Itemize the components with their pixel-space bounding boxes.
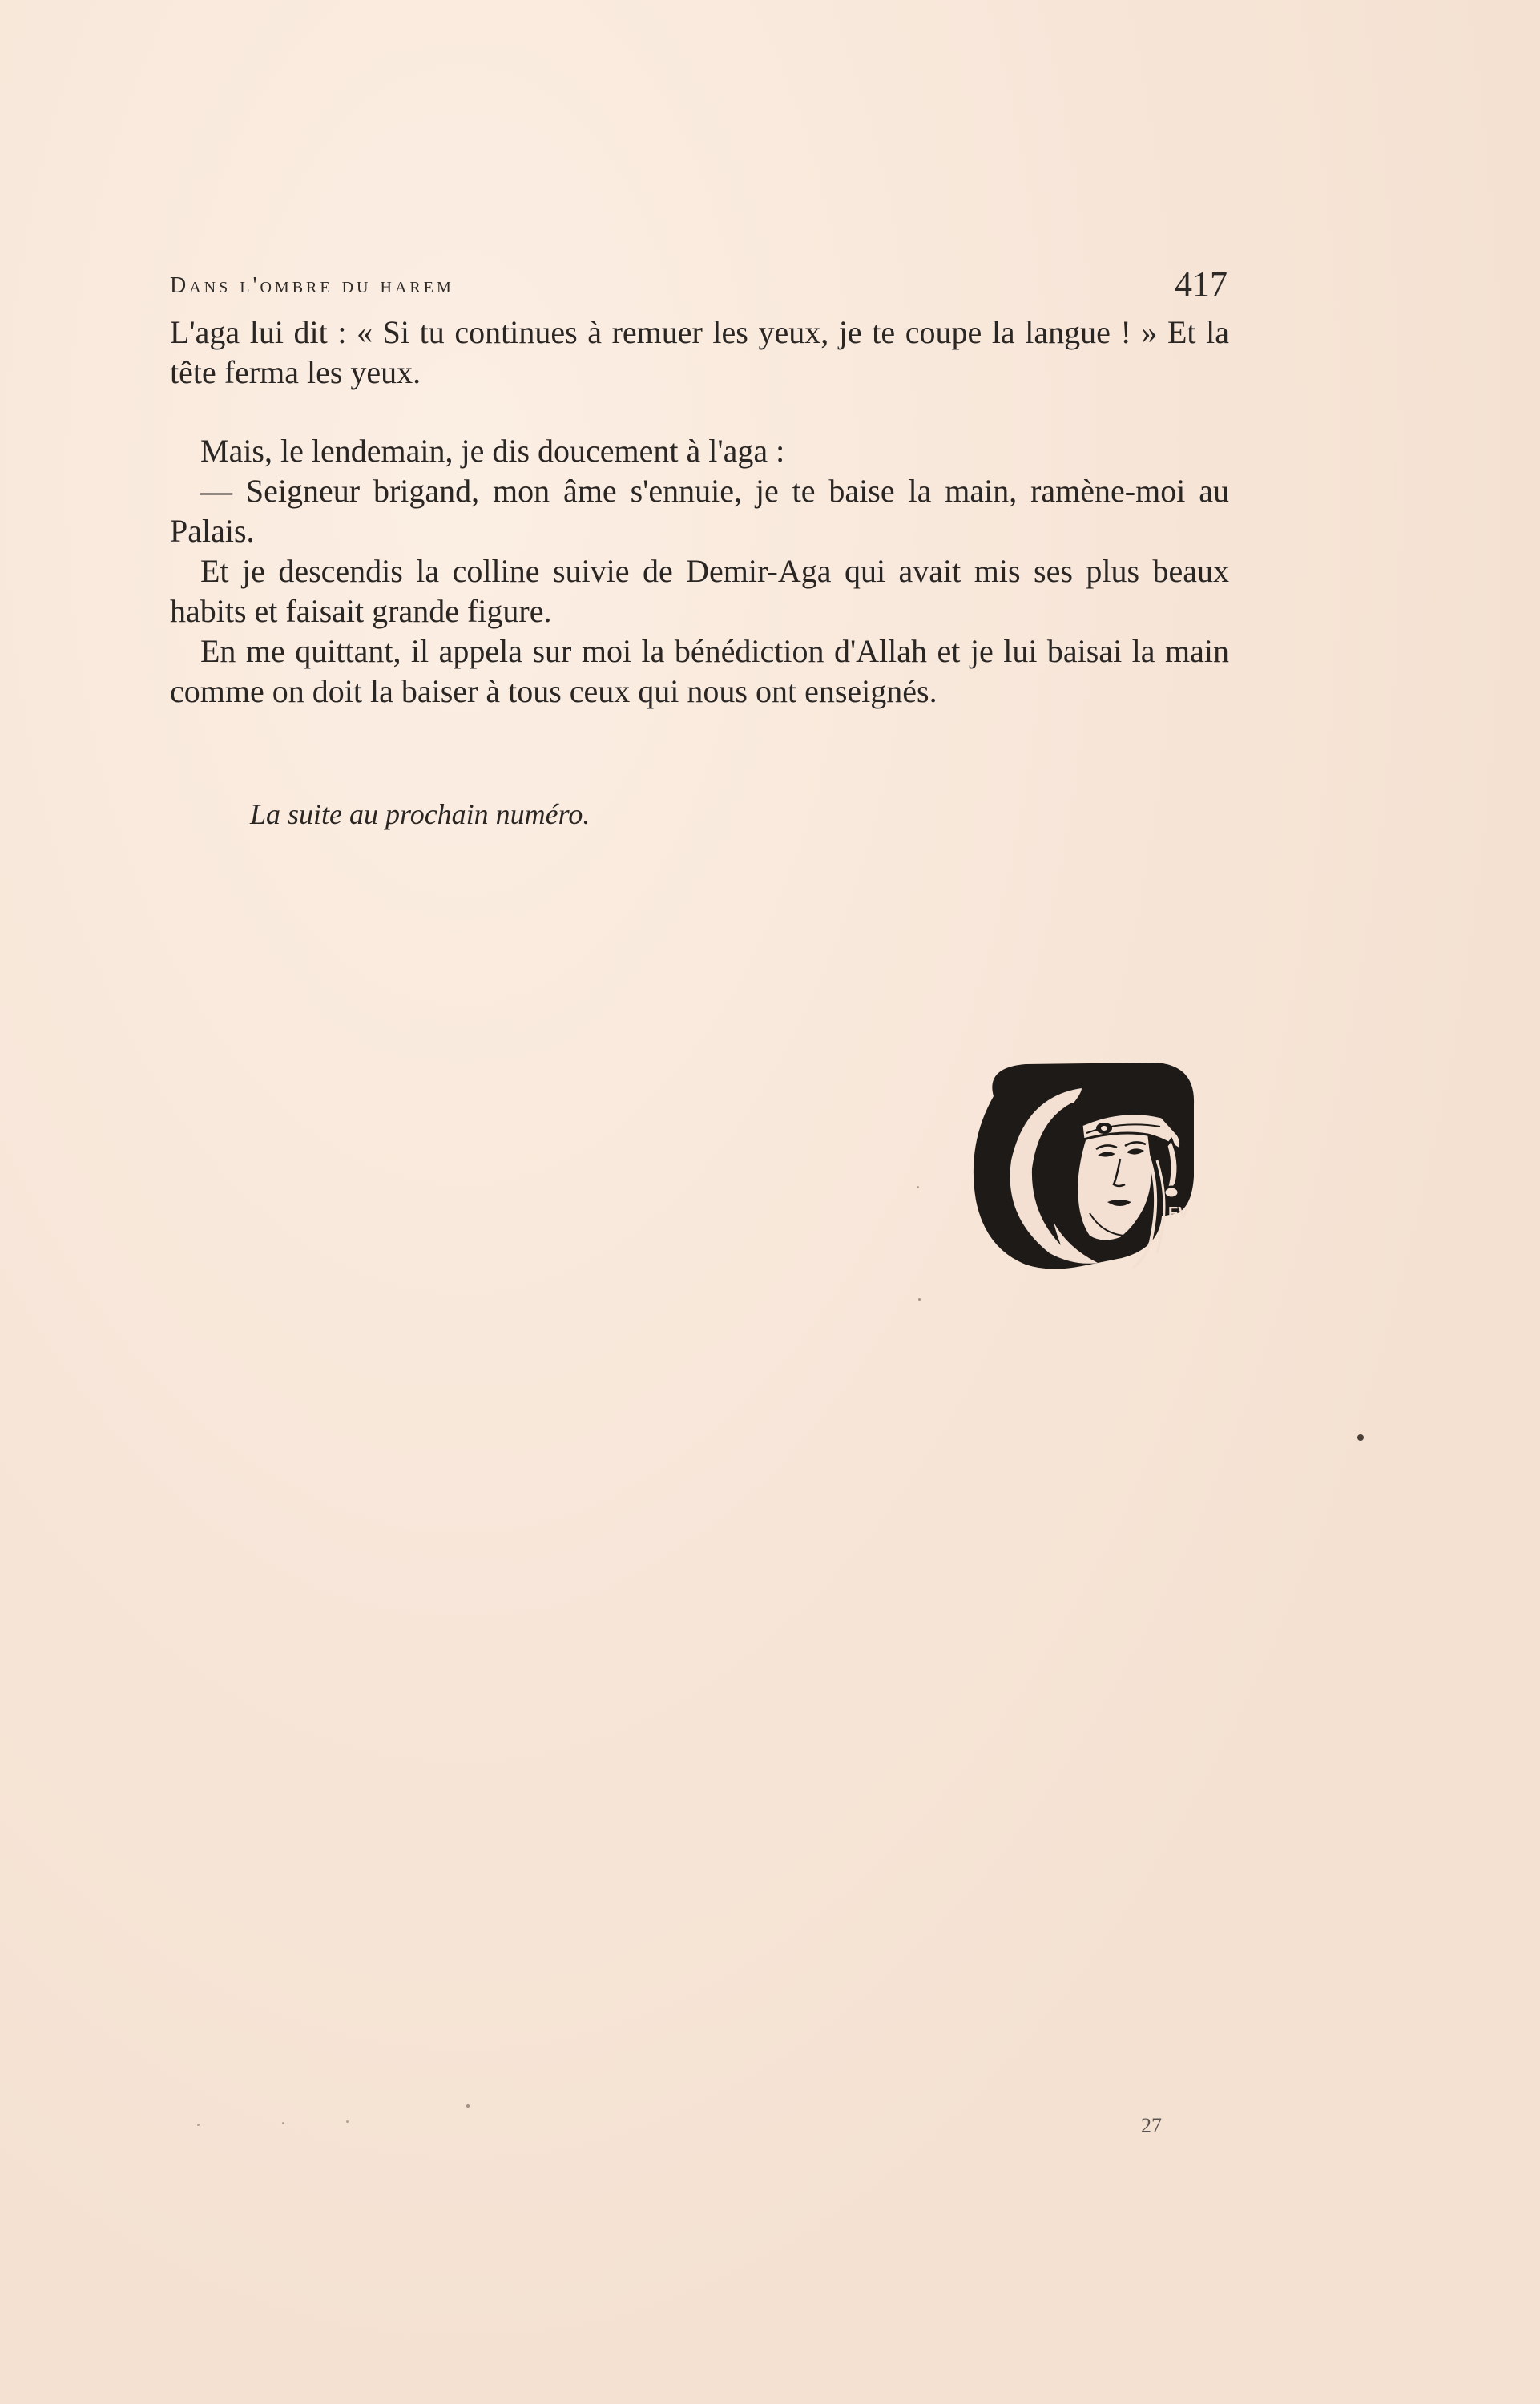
paragraph-gap (170, 393, 1229, 431)
paper-speck (282, 2122, 284, 2124)
paper-speck (918, 1298, 921, 1301)
paragraph: Mais, le lendemain, je dis doucement à l'aga : (200, 433, 785, 469)
paper-speck (1357, 1434, 1364, 1441)
running-title: Dans l'ombre du harem (170, 273, 454, 298)
folio-number: 27 (1141, 2114, 1162, 2137)
paper-speck (197, 2124, 200, 2126)
paragraph: En me quittant, il appela sur moi la bénédiction d'Allah et je lui baisai la main comme on doit la baiser à tous ceux qui nous ont enseignés. (170, 633, 1229, 709)
paragraph: — Seigneur brigand, mon âme s'ennuie, je te baise la main, ramène-moi au Palais. (170, 473, 1229, 549)
continued-note: La suite au prochain numéro. (250, 798, 591, 830)
paper-speck (346, 2120, 349, 2123)
paragraph: Et je descendis la colline suivie de Demir-Aga qui avait mis ses plus beaux habits et faisait grande figure. (170, 553, 1229, 629)
page-number: 417 (1175, 264, 1228, 304)
woman-portrait-vignette (961, 1056, 1202, 1274)
paragraph: L'aga lui dit : « Si tu continues à remuer les yeux, je te coupe la langue ! » Et la tête ferma les yeux. (170, 314, 1229, 390)
text-block (170, 313, 1229, 712)
paper-speck (466, 2104, 470, 2108)
running-head (170, 264, 1228, 309)
vignette-signature: FV (1168, 1204, 1189, 1222)
woman-portrait-illustration (961, 1056, 1202, 1274)
paper-speck (917, 1186, 919, 1188)
